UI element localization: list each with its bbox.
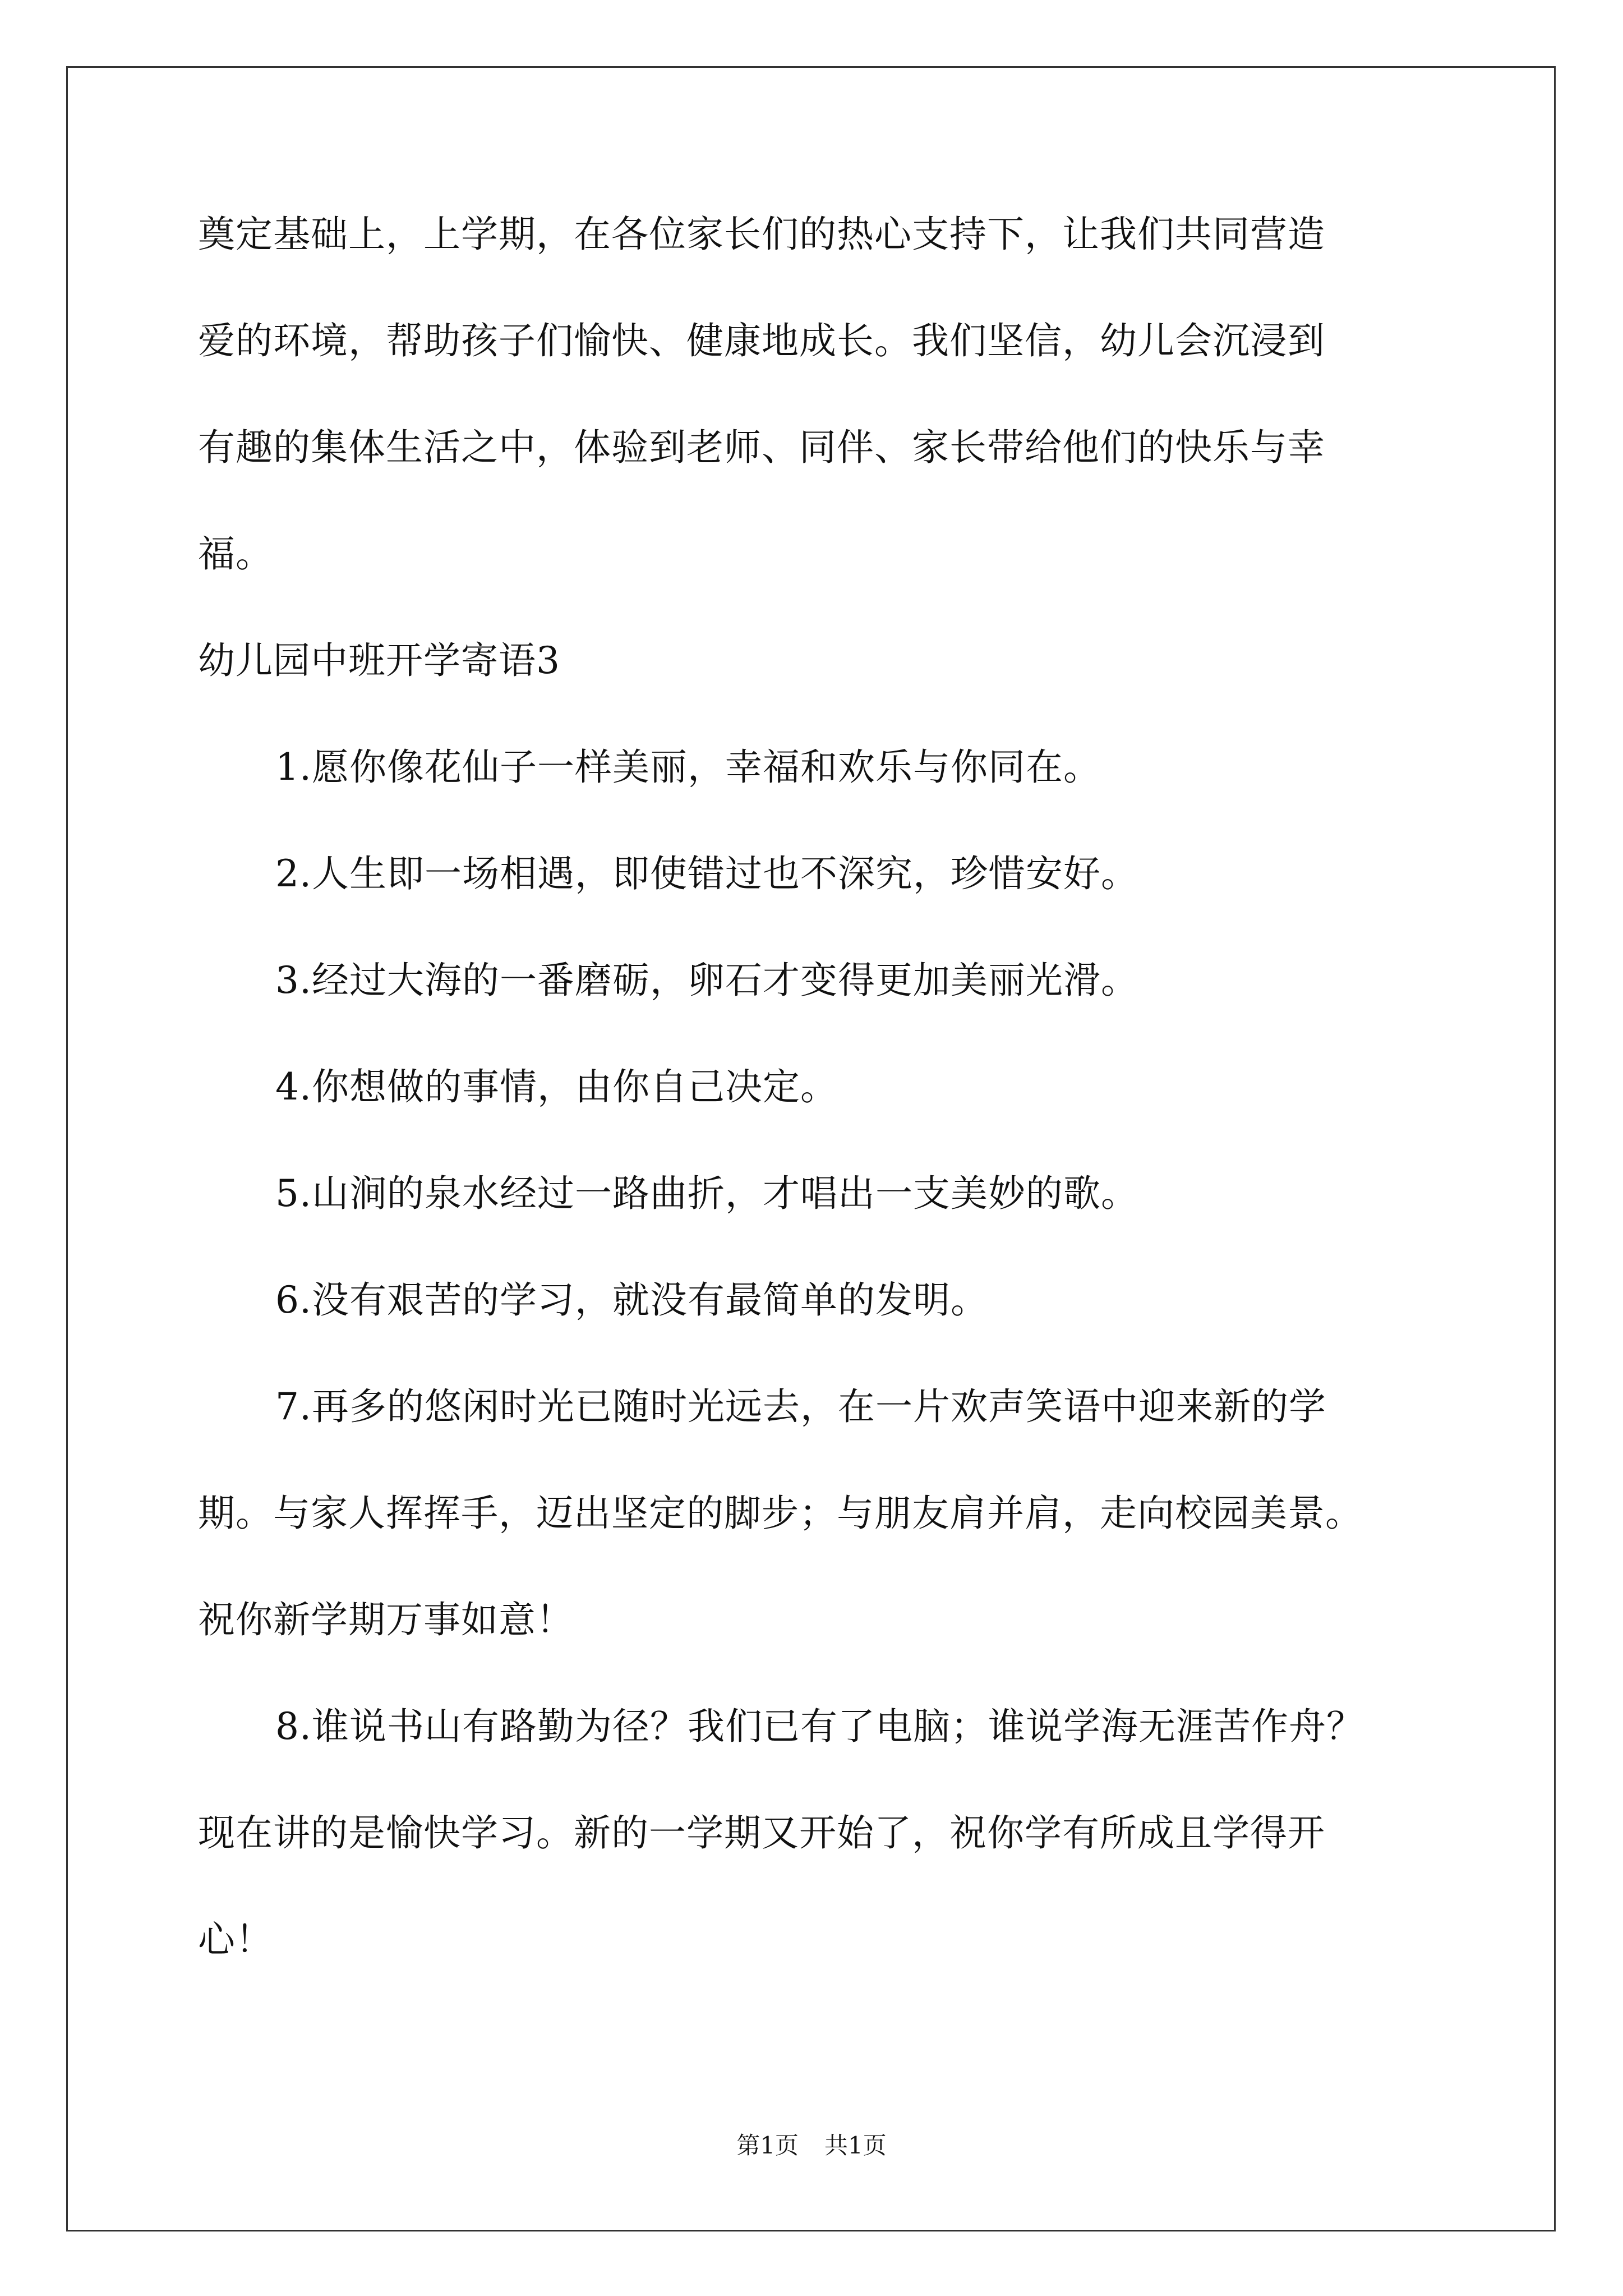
list-item-8-line-3: 心！	[198, 1918, 273, 1961]
list-item-8-line-2: 现在讲的是愉快学习。新的一学期又开始了，祝你学有所成且学得开	[198, 1811, 1325, 1855]
page-footer	[0, 2132, 1623, 2160]
list-item-7-line-3: 祝你新学期万事如意！	[198, 1598, 574, 1641]
section-title: 幼儿园中班开学寄语3	[198, 639, 560, 682]
page-border	[66, 66, 1556, 2231]
page-total: 共1页	[824, 2132, 887, 2159]
paragraph-line-3: 有趣的集体生活之中，体验到老师、同伴、家长带给他们的快乐与幸	[198, 426, 1325, 469]
list-item-2: 2.人生即一场相遇，即使错过也不深究，珍惜安好。	[275, 852, 1138, 895]
list-item-1: 1.愿你像花仙子一样美丽，幸福和欢乐与你同在。	[275, 746, 1101, 789]
list-item-4: 4.你想做的事情，由你自己决定。	[275, 1065, 838, 1108]
list-item-6: 6.没有艰苦的学习，就没有最简单的发明。	[275, 1278, 988, 1322]
page-number: 第1页	[736, 2132, 799, 2159]
paragraph-line-2: 爱的环境，帮助孩子们愉快、健康地成长。我们坚信，幼儿会沉浸到	[198, 319, 1325, 362]
paragraph-line-1: 奠定基础上，上学期，在各位家长们的热心支持下，让我们共同营造	[198, 213, 1325, 256]
list-item-8-line-1: 8.谁说书山有路勤为径？我们已有了电脑；谁说学海无涯苦作舟？	[275, 1705, 1364, 1748]
list-item-3: 3.经过大海的一番磨砺，卵石才变得更加美丽光滑。	[275, 959, 1138, 1002]
list-item-5: 5.山涧的泉水经过一路曲折，才唱出一支美妙的歌。	[275, 1172, 1138, 1215]
list-item-7-line-1: 7.再多的悠闲时光已随时光远去，在一片欢声笑语中迎来新的学	[275, 1385, 1326, 1428]
list-item-7-line-2: 期。与家人挥挥手，迈出坚定的脚步；与朋友肩并肩，走向校园美景。	[198, 1492, 1363, 1535]
paragraph-line-4: 福。	[198, 532, 273, 576]
